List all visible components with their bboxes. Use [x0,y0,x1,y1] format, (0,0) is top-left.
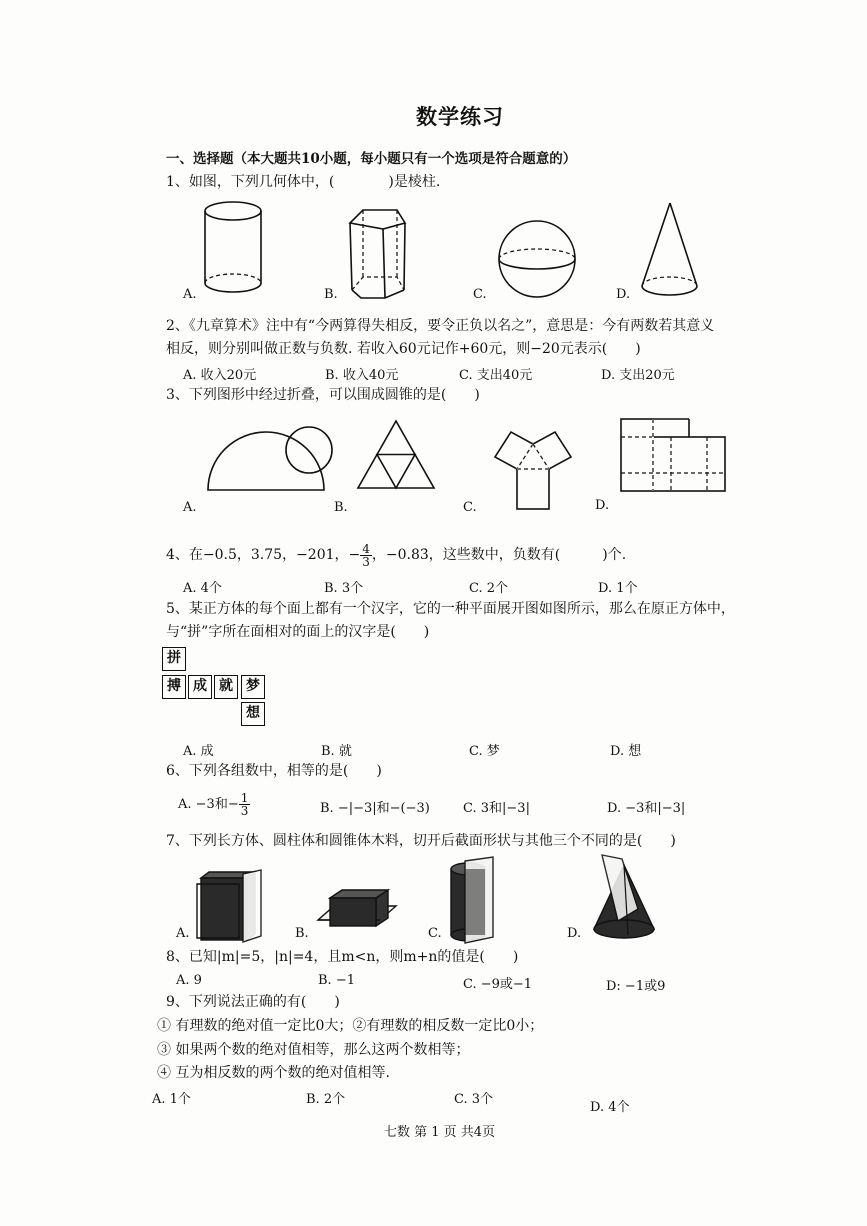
question-5-line-1: 5、某正方体的每个面上都有一个汉字，它的一种平面展开图如图所示，那么在原正方体中， [166,601,735,617]
question-9-stem: 9、下列说法正确的有( ) [166,994,340,1010]
q9-option-d[interactable]: D. 4个 [590,1100,630,1115]
pentagonal-prism-icon [345,205,415,305]
cut-cuboid-icon [195,870,267,942]
q1-option-c[interactable]: C. [473,287,487,302]
q6-option-b[interactable]: B. −|−3|和−(−3) [320,801,430,816]
prism-net-icon [487,424,592,514]
net-cell: 搏 [162,675,186,699]
section-heading: 一、选择题（本大题共10小题，每小题只有一个选项是符合题意的） [166,151,577,167]
cuboid-net-icon [619,417,729,495]
cut-slab-icon [316,884,398,934]
cut-cone-icon [588,855,662,945]
page-footer: 七数 第 1 页 共4页 [384,1125,496,1140]
net-cell: 就 [214,675,238,699]
page-title: 数学练习 [416,104,504,129]
net-cell: 拼 [162,647,186,671]
q2-option-d[interactable]: D. 支出20元 [601,368,675,383]
question-6-stem: 6、下列各组数中，相等的是( ) [166,763,382,779]
q8-option-c[interactable]: C. −9或−1 [463,977,533,992]
q4-option-b[interactable]: B. 3个 [324,581,364,596]
net-cell: 想 [241,702,265,726]
net-cell: 成 [188,675,212,699]
q9-option-c[interactable]: C. 3个 [454,1092,494,1107]
statement-3: ③ 如果两个数的绝对值相等，那么这两个数相等； [157,1042,470,1058]
q2-option-b[interactable]: B. 收入40元 [325,368,399,383]
question-3-stem: 3、下列图形中经过折叠，可以围成圆锥的是( ) [166,387,480,403]
q8-option-d[interactable]: D: −1或9 [606,979,666,994]
q7-option-b[interactable]: B. [295,926,309,941]
fraction: $\frac{1}{3}$ [240,791,249,818]
q1-option-d[interactable]: D. [616,287,631,302]
q7-option-c[interactable]: C. [428,926,442,941]
cone-icon [636,200,706,305]
question-4-stem: 4、在−0.5，3.75，−201，− $\frac{4}{3}$ ，−0.83̇，这些数中，负数有( )个. [166,541,627,569]
q6-option-d[interactable]: D. −3和|−3| [607,801,686,816]
q5-option-c[interactable]: C. 梦 [469,744,500,759]
q7-option-a[interactable]: A. [176,926,190,941]
q1-option-b[interactable]: B. [324,287,338,302]
q2-option-a[interactable]: A. 收入20元 [183,368,257,383]
q3-option-a[interactable]: A. [183,500,197,515]
net-cell: 梦 [241,675,265,699]
q3-option-c[interactable]: C. [463,500,477,515]
cube-net [162,647,272,737]
q9-option-a[interactable]: A. 1个 [152,1092,191,1107]
question-8-stem: 8、已知|m|=5，|n|=4，且m<n，则m+n的值是( ) [166,949,519,965]
triangle-net-icon [355,418,440,493]
q4-option-c[interactable]: C. 2个 [469,581,509,596]
cut-cylinder-icon [445,857,497,947]
statement-4: ④ 互为相反数的两个数的绝对值相等. [157,1065,390,1081]
cylinder-icon [200,198,270,303]
question-7-stem: 7、下列长方体、圆柱体和圆锥体木料，切开后截面形状与其他三个不同的是( ) [166,833,676,849]
sphere-icon [496,218,580,302]
q8-option-b[interactable]: B. −1 [318,973,355,988]
q5-option-a[interactable]: A. 成 [183,744,214,759]
q5-option-d[interactable]: D. 想 [610,744,642,759]
q3-option-d[interactable]: D. [595,498,610,513]
q7-option-d[interactable]: D. [567,926,582,941]
q9-option-b[interactable]: B. 2个 [306,1092,346,1107]
q6-option-c[interactable]: C. 3和|−3| [463,801,530,816]
semicircle-circle-net-icon [205,425,335,495]
question-2-line-1: 2、《九章算术》注中有“今两算得失相反，要令正负以名之”，意思是：今有两数若其意义 [166,318,715,334]
q4-option-d[interactable]: D. 1个 [598,581,638,596]
q8-option-a[interactable]: A. 9 [176,973,202,988]
q2-option-c[interactable]: C. 支出40元 [459,368,533,383]
q4-option-a[interactable]: A. 4个 [183,581,222,596]
q5-option-b[interactable]: B. 就 [321,744,352,759]
q1-option-a[interactable]: A. [183,287,197,302]
question-2-line-2: 相反，则分别叫做正数与负数. 若收入60元记作+60元，则−20元表示( ) [166,341,641,357]
question-1-stem: 1、如图，下列几何体中，( )是棱柱. [166,174,441,190]
q6-option-a[interactable]: A. −3和− $\frac{1}{3}$ [178,791,249,818]
statement-1-2: ① 有理数的绝对值一定比0大；②有理数的相反数一定比0小； [157,1018,544,1034]
q3-option-b[interactable]: B. [334,500,348,515]
question-5-line-2: 与“拼”字所在面相对的面上的汉字是( ) [166,624,430,640]
fraction: $\frac{4}{3}$ [362,541,370,569]
